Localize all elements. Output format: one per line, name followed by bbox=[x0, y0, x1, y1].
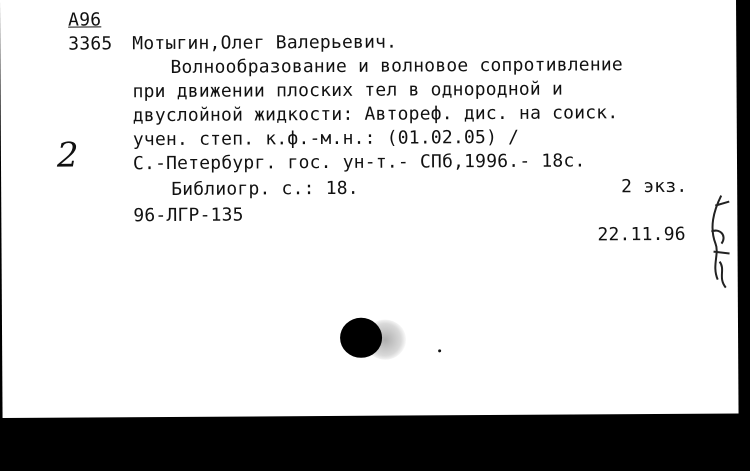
punch-hole bbox=[340, 318, 382, 358]
shelf-mark: А96 bbox=[68, 9, 102, 31]
title-line-4: учен. степ. к.ф.-м.н.: (01.02.05) / bbox=[132, 126, 520, 151]
record-code: 96-ЛГР-135 bbox=[133, 204, 244, 227]
title-line-1: Волнообразование и волновое сопротивление bbox=[170, 54, 623, 78]
date-stamp: 22.11.96 bbox=[597, 223, 686, 246]
title-line-2: при движении плоских тел в однородной и bbox=[132, 78, 564, 103]
title-line-3: двуслойной жидкости: Автореф. дис. на соиск. bbox=[132, 102, 619, 127]
record-number: 3365 bbox=[68, 33, 113, 55]
author-name: Мотыгин,Олег Валерьевич. bbox=[132, 31, 398, 55]
speck bbox=[438, 349, 441, 352]
signature-scribble-icon bbox=[699, 192, 738, 296]
handwritten-mark: 2 bbox=[56, 135, 79, 176]
copies-count: 2 экз. bbox=[621, 175, 688, 198]
publication-line: С.-Петербург. гос. ун-т.- СПб,1996.- 18с. bbox=[132, 150, 586, 175]
bibliography-note: Библиогр. с.: 18. bbox=[171, 177, 359, 200]
